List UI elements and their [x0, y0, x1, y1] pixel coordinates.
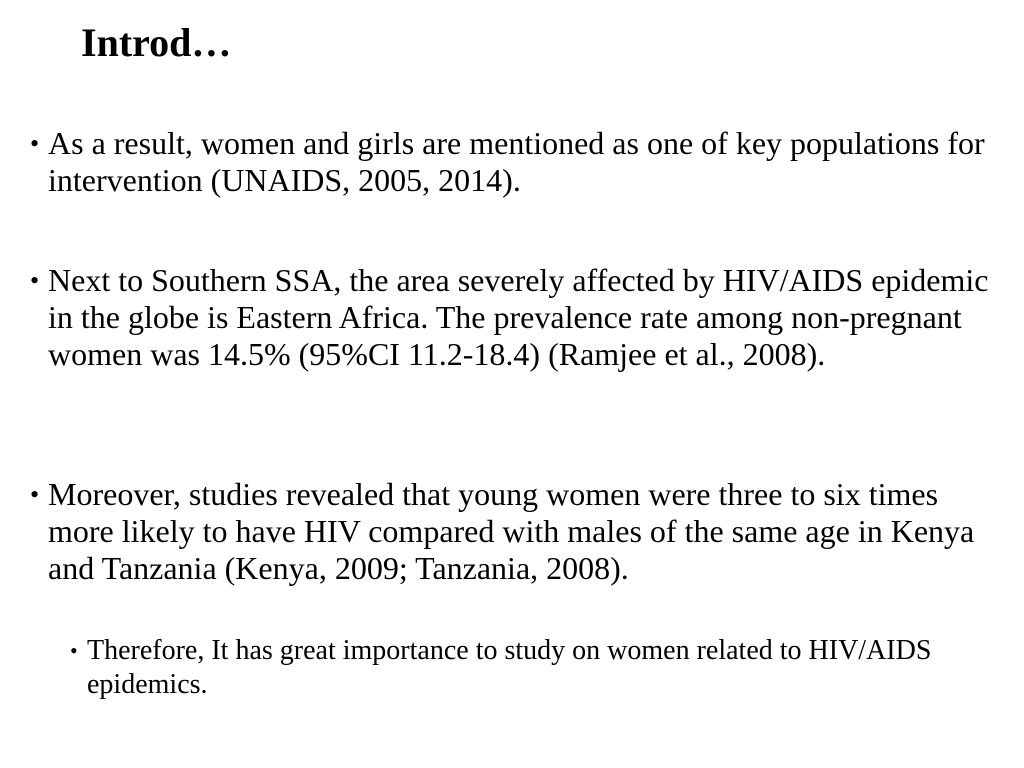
bullet-text: Next to Southern SSA, the area severely affected by HIV/AIDS epidemic in the globe is Eastern Africa. The prevalence rate among non-pregnant women was 14.5% (95%CI 11.2-18.4) (Ramjee et al., 2008). — [48, 262, 989, 372]
sub-bullet-text: Therefore, It has great importance to study on women related to HIV/AIDS epidemics. — [87, 635, 932, 700]
bullet-item — [30, 476, 990, 587]
sub-bullet-dot-icon: • — [70, 638, 78, 663]
sub-bullet-item — [70, 634, 1005, 702]
bullet-text: Moreover, studies revealed that young women were three to six times more likely to have HIV compared with males of the same age in Kenya and Tanzania (Kenya, 2009; Tanzania, 2008). — [48, 476, 975, 586]
slide-title: Introd… — [81, 20, 232, 65]
bullet-dot-icon: • — [30, 129, 40, 158]
bullet-item — [30, 262, 990, 373]
bullet-item — [30, 125, 990, 199]
bullet-dot-icon: • — [30, 480, 40, 509]
bullet-text: As a result, women and girls are mentioned as one of key populations for intervention (UNAIDS, 2005, 2014). — [48, 125, 985, 198]
bullet-dot-icon: • — [30, 266, 40, 295]
